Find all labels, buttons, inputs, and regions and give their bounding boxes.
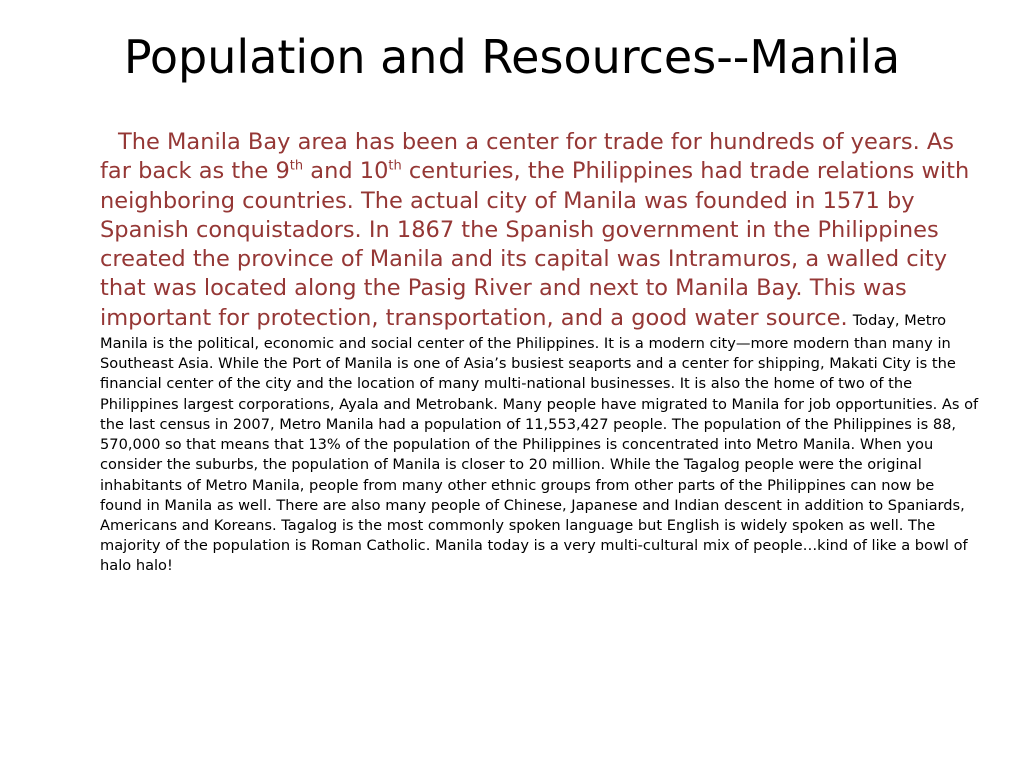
slide-title: Population and Resources--Manila [123, 30, 901, 84]
body-lead-sentence: The Manila Bay area has been a center for trade for hundreds of years. [118, 129, 920, 155]
body-detail-text: Today, Metro Manila is the political, economic and social center of the Philippines. It is a modern city—more modern than many in Southeast Asia. While the Port of Manila is one of Asia’s busiest seaports and a center for shipping, Makati City is the financial center of the city and the location of many multi-national businesses. It is also the home of two of the Philippines largest corporations, Ayala and Metrobank. Many people have migrated to Manila for job opportunities. As of the last census in 2007, Metro Manila had a population of 11,553,427 people. The population of the Philippines is 88, 570,000 so that means that 13% of the population of the Philippines is concentrated into Metro Manila. When you consider the suburbs, the population of Manila is closer to 20 million. While the Tagalog people were the original inhabitants of Metro Manila, people from many other ethnic groups from other parts of the Philippines can now be found in Manila as well. There are also many people of Chinese, Japanese and Indian descent in addition to Spaniards, Americans and Koreans. Tagalog is the most commonly spoken language but English is widely spoken as well. The majority of the population is Roman Catholic. Manila today is a very multi-cultural mix of people…kind of like a bowl of halo halo! [100, 311, 979, 575]
superscript: th [388, 158, 402, 174]
body-text-segment: centuries, the Philippines had trade relations with neighboring countries. The actual city of Manila was founded in 1571 by Spanish conquistadors. In 1867 the Spanish government in the Philippines created the province of Manila and its capital was Intramuros, a walled city that was located along the Pasig River and next to Manila Bay. This was important for protection, transportation, and a good water source. [100, 158, 970, 331]
body-text-segment: and 10 [303, 158, 389, 185]
superscript: th [289, 158, 304, 174]
body-emphasis-text [100, 129, 969, 331]
slide-body [100, 128, 980, 576]
body-text-segment: As far back as the 9 [100, 129, 955, 185]
